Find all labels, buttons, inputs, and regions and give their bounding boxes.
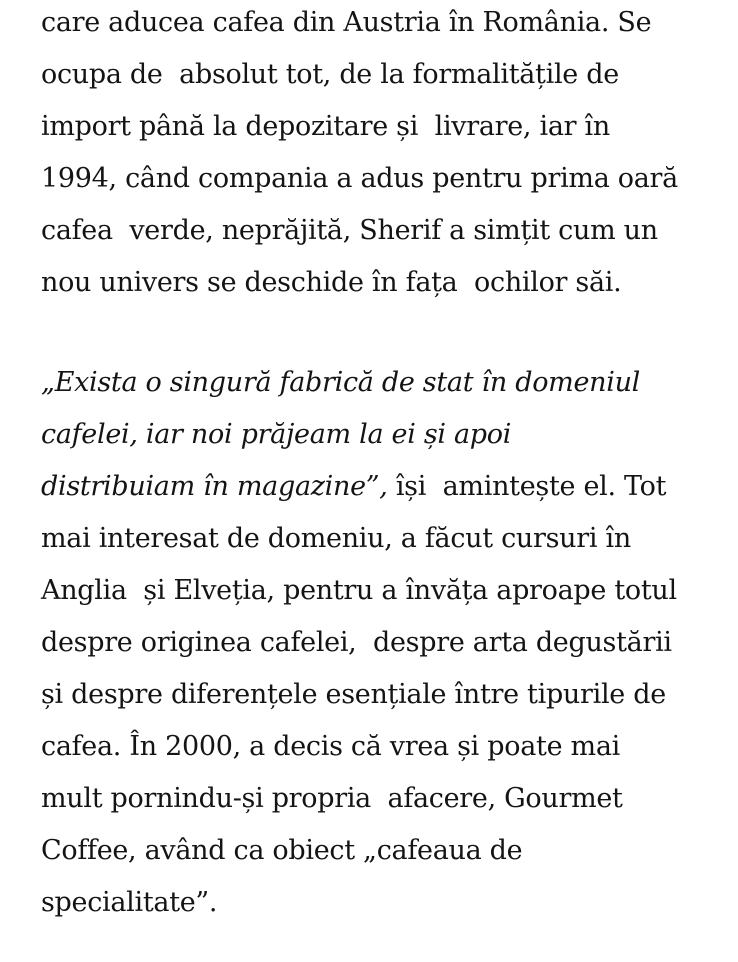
quote-line: „Exista o singură fabrică de stat în domeniul bbox=[41, 367, 640, 398]
paragraph-line: ocupa de absolut tot, de la formalitățile de bbox=[41, 59, 619, 90]
paragraph-line: Anglia și Elveția, pentru a învăța aproape totul bbox=[41, 575, 677, 606]
paragraph-line: cafea. În 2000, a decis că vrea și poate mai bbox=[41, 731, 620, 762]
paragraph-line: care aducea cafea din Austria în România. Se bbox=[41, 7, 652, 38]
paragraph-line: cafea verde, neprăjită, Sherif a simțit cum un bbox=[41, 215, 658, 246]
mixed-line bbox=[41, 470, 666, 504]
paragraph-line: specialitate”. bbox=[41, 887, 218, 918]
paragraph-line: mult pornindu-și propria afacere, Gourmet bbox=[41, 783, 623, 814]
paragraph-line: Coffee, având ca obiect „cafeaua de bbox=[41, 835, 523, 866]
paragraph-line: despre originea cafelei, despre arta degustării bbox=[41, 627, 672, 658]
paragraph-line: import până la depozitare și livrare, iar în bbox=[41, 111, 610, 142]
paragraph-line: și despre diferențele esențiale între tipurile de bbox=[41, 679, 666, 710]
paragraph-line: 1994, când compania a adus pentru prima oară bbox=[41, 163, 678, 194]
paragraph-line: mai interesat de domeniu, a făcut cursuri în bbox=[41, 523, 631, 554]
quote-line: cafelei, iar noi prăjeam la ei și apoi bbox=[41, 419, 512, 450]
paragraph-line: nou univers se deschide în fața ochilor săi. bbox=[41, 267, 622, 298]
quote-line-end: distribuiam în magazine”, bbox=[41, 471, 388, 502]
quote-attribution: își amintește el. Tot bbox=[387, 471, 667, 502]
